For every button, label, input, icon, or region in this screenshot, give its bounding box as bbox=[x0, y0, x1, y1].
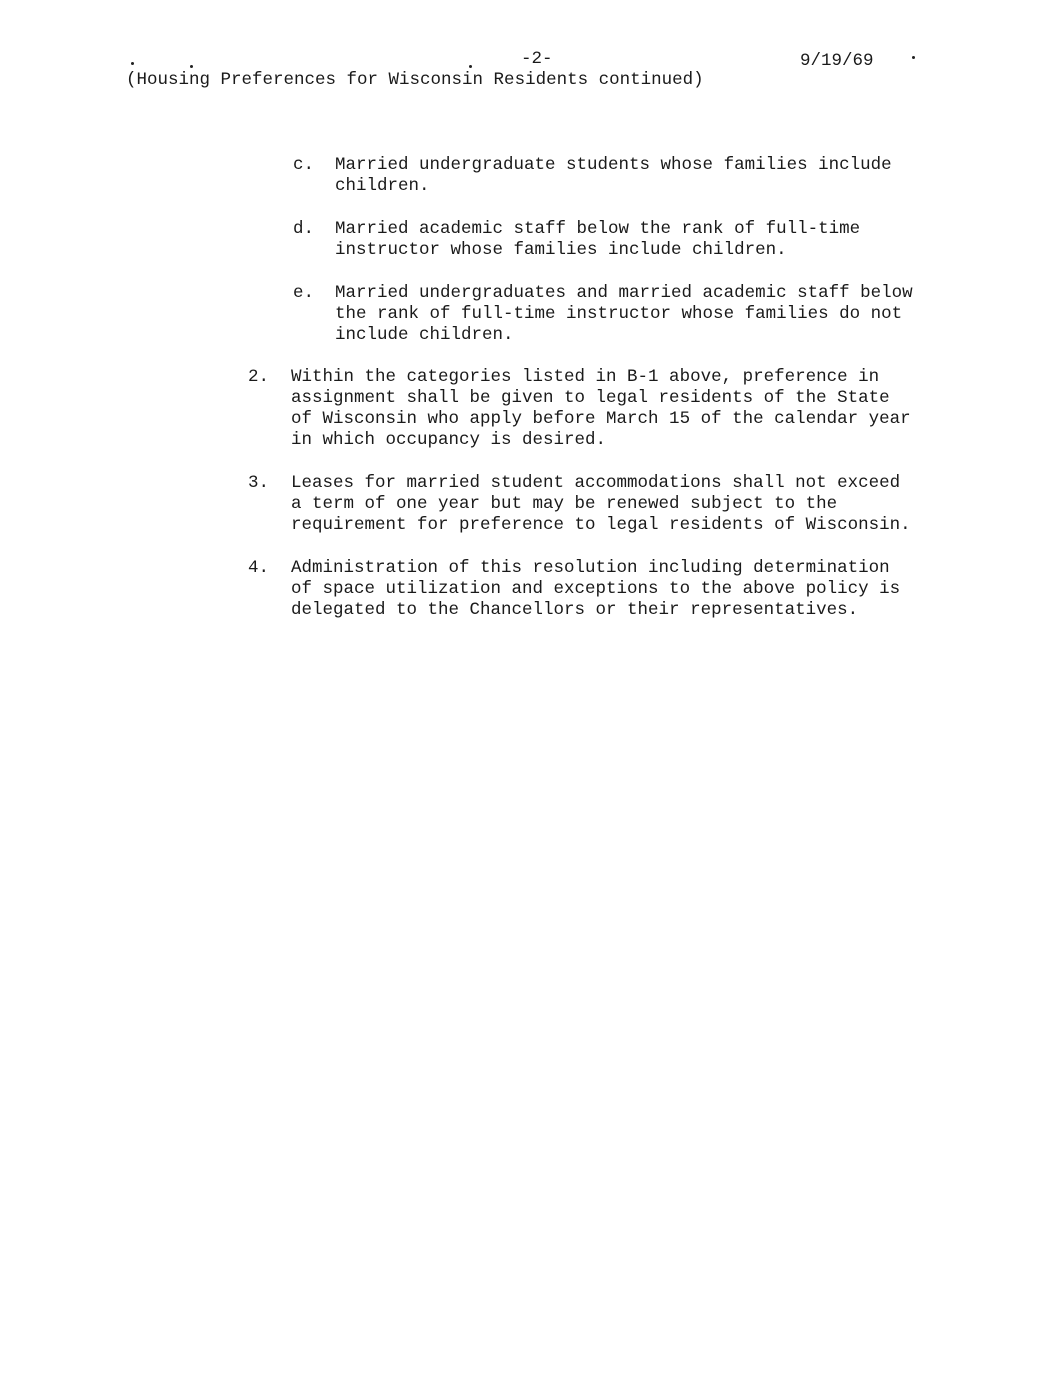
scan-speck bbox=[912, 56, 915, 59]
item-line: Married undergraduate students whose families include bbox=[335, 155, 892, 175]
item-line: Married academic staff below the rank of full-time bbox=[335, 219, 861, 239]
item-line: requirement for preference to legal residents of Wisconsin. bbox=[291, 515, 911, 535]
item-line: of Wisconsin who apply before March 15 of the calendar year bbox=[291, 409, 911, 429]
item-marker: 2. bbox=[248, 367, 270, 387]
scan-speck bbox=[131, 62, 134, 65]
scan-speck bbox=[469, 65, 472, 68]
item-line: assignment shall be given to legal residents of the State bbox=[291, 388, 890, 408]
continued-header: (Housing Preferences for Wisconsin Residents continued) bbox=[126, 70, 704, 90]
item-line: the rank of full-time instructor whose families do not bbox=[335, 304, 903, 324]
item-line: of space utilization and exceptions to the above policy is bbox=[291, 579, 901, 599]
item-text bbox=[335, 283, 913, 346]
item-text bbox=[335, 219, 860, 261]
item-text bbox=[291, 367, 911, 451]
page-number: -2- bbox=[521, 49, 553, 69]
item-marker: e. bbox=[293, 283, 315, 303]
item-line: a term of one year but may be renewed subject to the bbox=[291, 494, 838, 514]
scan-speck bbox=[190, 65, 193, 68]
item-text bbox=[335, 155, 892, 197]
document-date: 9/19/69 bbox=[800, 51, 874, 71]
item-line: Administration of this resolution including determination bbox=[291, 558, 890, 578]
item-marker: 3. bbox=[248, 473, 270, 493]
item-line: instructor whose families include children. bbox=[335, 240, 787, 260]
item-line: delegated to the Chancellors or their representatives. bbox=[291, 600, 859, 620]
item-text bbox=[291, 473, 911, 536]
item-line: in which occupancy is desired. bbox=[291, 430, 607, 450]
item-marker: c. bbox=[293, 155, 315, 175]
item-line: Married undergraduates and married academic staff below bbox=[335, 283, 913, 303]
item-line: Within the categories listed in B-1 above, preference in bbox=[291, 367, 880, 387]
item-marker: 4. bbox=[248, 558, 270, 578]
item-text bbox=[291, 558, 900, 621]
item-line: Leases for married student accommodations shall not exceed bbox=[291, 473, 901, 493]
item-marker: d. bbox=[293, 219, 315, 239]
item-line: include children. bbox=[335, 325, 514, 345]
item-line: children. bbox=[335, 176, 430, 196]
